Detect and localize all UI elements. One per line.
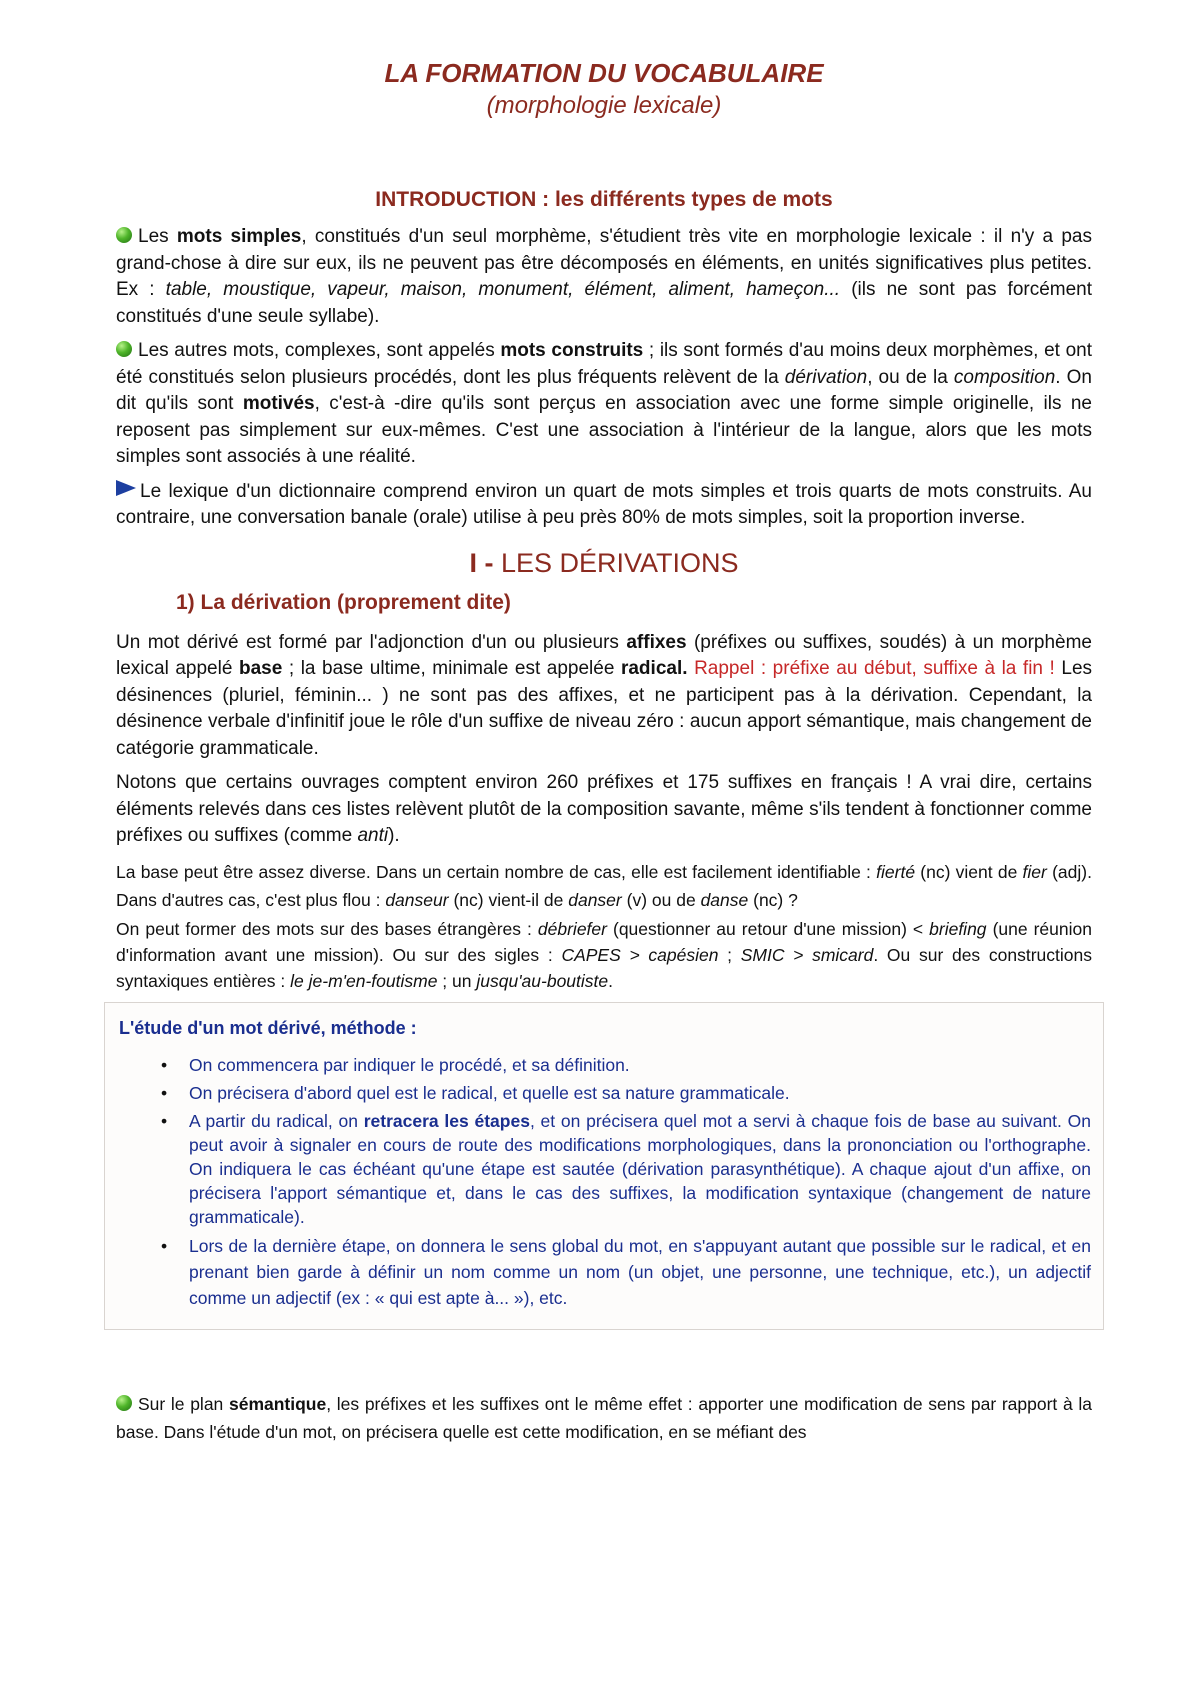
method-list (119, 1053, 1091, 1311)
green-ball-icon (116, 227, 132, 243)
method-item: • A partir du radical, on retracera les étapes, et on précisera quel mot a servi à chaque fois de base au suivant. On peut avoir à signaler en cours de route des modifications morphologiques, dans la prononciation ou l'orthographe. On indiquera le cas échéant qu'une étape est sautée (dérivation parasynthétique). A chaque ajout d'un affixe, on précisera l'apport sémantique et, dans le cas des suffixes, la modification syntaxique (changement de nature grammaticale). (189, 1109, 1091, 1229)
page-title: LA FORMATION DU VOCABULAIRE (384, 58, 824, 88)
subsection-heading-derivation: 1) La dérivation (proprement dite) (176, 590, 511, 614)
rappel-note: Rappel : préfixe au début, suffixe à la fin ! (694, 658, 1055, 679)
derivation-paragraph-3: La base peut être assez diverse. Dans un certain nombre de cas, elle est facilement identifiable : fierté (nc) vient de fier (adj). Dans d'autres cas, c'est plus flou : danseur (nc) vient-il de danser (v) ou de danse (nc) ? (116, 861, 1092, 910)
section-heading-derivations: I - LES DÉRIVATIONS (469, 547, 739, 578)
intro-paragraph-2: Les autres mots, complexes, sont appelés mots construits ; ils sont formés d'au moins deux morphèmes, et ont été constitués selon plusieurs procédés, dont les plus fréquents relèvent de la dérivation, ou de la composition. On dit qu'ils sont motivés, c'est-à -dire qu'ils sont perçus en association avec une forme simple originelle, ils ne reposent pas simplement sur eux-mêmes. C'est une association à l'intérieur de la langue, alors que les mots simples sont associés à une réalité. (116, 340, 1092, 467)
method-title: L'étude d'un mot dérivé, méthode : (119, 1017, 417, 1038)
semantic-paragraph: Sur le plan sémantique, les préfixes et les suffixes ont le même effet : apporter une modification de sens par rapport à la base. Dans l'étude d'un mot, on précisera quelle est cette modification, en se méfiant des (116, 1393, 1092, 1442)
method-item: • Lors de la dernière étape, on donnera le sens global du mot, en s'appuyant autant que possible sur le radical, et en prenant bien garde à définir un nom comme un nom (un objet, une personne, une technique, etc.), un adjectif comme un adjectif (ex : « qui est apte à... »), etc. (189, 1233, 1091, 1311)
derivation-paragraph-4: On peut former des mots sur des bases étrangères : débriefer (questionner au retour d'une mission) < briefing (une réunion d'information avant une mission). Ou sur des sigles : CAPES > capésien ; SMIC > smicard. Ou sur des constructions syntaxiques entières : le je-m'en-foutisme ; un jusqu'au-boutiste. (116, 918, 1092, 991)
derivation-paragraph-2: Notons que certains ouvrages comptent environ 260 préfixes et 175 suffixes en français ! A vrai dire, certains éléments relevés dans ces listes relèvent plutôt de la composition savante, même s'ils tendent à fonctionner comme préfixes ou suffixes (comme anti). (116, 772, 1092, 846)
method-box (104, 1002, 1104, 1330)
blue-flag-icon (116, 480, 136, 496)
intro-heading: INTRODUCTION : les différents types de mots (375, 188, 833, 211)
green-ball-icon (116, 341, 132, 357)
green-ball-icon (116, 1395, 132, 1411)
page-subtitle: (morphologie lexicale) (486, 92, 722, 119)
method-item: • On précisera d'abord quel est le radical, et quelle est sa nature grammaticale. (189, 1081, 1091, 1105)
intro-paragraph-3: Le lexique d'un dictionnaire comprend environ un quart de mots simples et trois quarts de mots construits. Au contraire, une conversation banale (orale) utilise à peu près 80% de mots simples, soit la proportion inverse. (116, 480, 1092, 528)
derivation-paragraph-1: Un mot dérivé est formé par l'adjonction d'un ou plusieurs affixes (préfixes ou suffixes, soudés) à un morphème lexical appelé base ; la base ultime, minimale est appelée radical. Rappel : préfixe au début, suffixe à la fin ! Les désinences (pluriel, féminin... ) ne sont pas des affixes, et ne participent pas à la dérivation. Cependant, la désinence verbale d'infinitif joue le rôle d'un suffixe de niveau zéro : aucun apport sémantique, mais changement de catégorie grammaticale. (116, 631, 1093, 759)
document-page (116, 56, 1092, 1448)
intro-paragraph-1: Les mots simples, constitués d'un seul morphème, s'étudient très vite en morphologie lexicale : il n'y a pas grand-chose à dire sur eux, ils ne peuvent pas être décomposés en éléments, en unités significatives plus petites. Ex : table, moustique, vapeur, maison, monument, élément, aliment, hameçon... (ils ne sont pas forcément constitués d'une seule syllabe). (116, 226, 1093, 327)
method-item: • On commencera par indiquer le procédé, et sa définition. (189, 1053, 1091, 1077)
